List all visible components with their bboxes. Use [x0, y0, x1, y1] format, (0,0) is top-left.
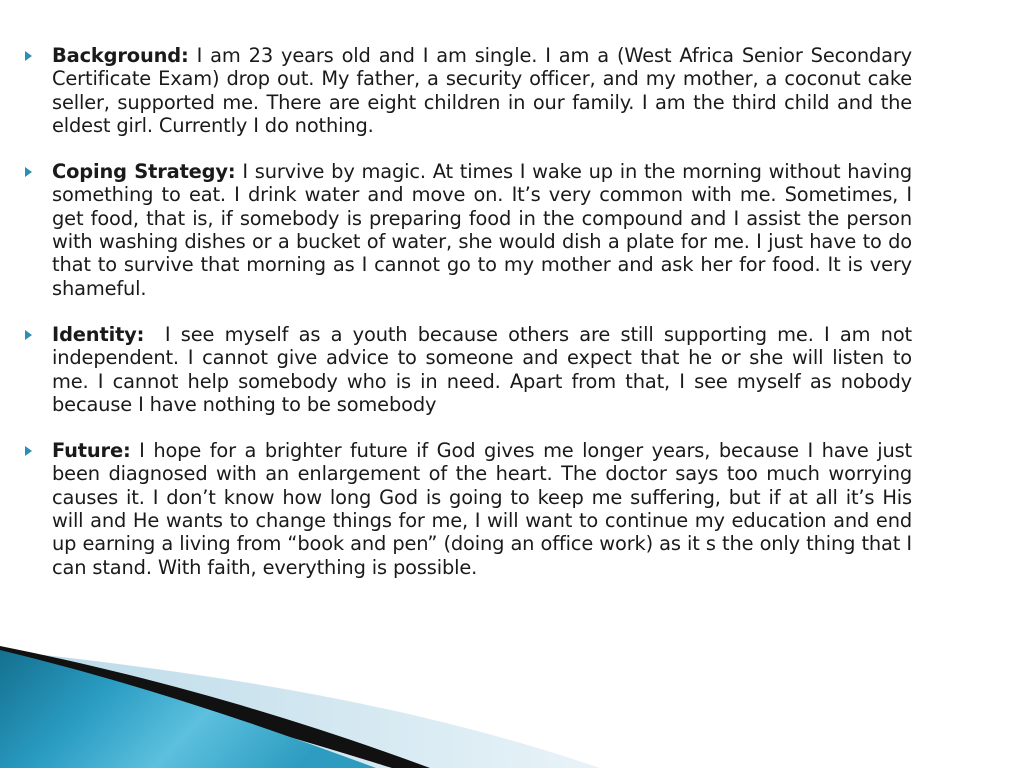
bullet-paragraph: [52, 44, 912, 137]
bullet-background: [22, 44, 912, 137]
bullet-arrow-icon: [25, 330, 32, 340]
bullet-paragraph: [52, 323, 912, 416]
light-swoosh: [0, 650, 600, 768]
dark-swoosh: [0, 646, 430, 768]
bullet-arrow-icon: [25, 446, 32, 456]
bullet-paragraph: [52, 439, 912, 579]
bullet-body: I see myself as a youth because others are still supporting me. I am not independent. I cannot give advice to someone and expect that he or she will listen to me. I cannot help somebody who is in need. Apart from that, I see myself as nobody because I have nothing to be somebody: [52, 322, 912, 416]
bullet-heading: Future:: [52, 439, 131, 463]
bullet-coping-strategy: [22, 160, 912, 300]
bullet-future: [22, 439, 912, 579]
bullet-identity: [22, 323, 912, 416]
bullet-body: I survive by magic. At times I wake up in the morning without having something to eat. I drink water and move on. It’s very common with me. Sometimes, I get food, that is, if somebody is preparing food in the compound and I assist the person with washing dishes or a bucket of water, she would dish a plate for me. I just have to do that to survive that morning as I cannot go to my mother and ask her for food. It is very shameful.: [52, 160, 912, 300]
teal-swoosh: [0, 650, 376, 768]
bullet-paragraph: [52, 160, 912, 300]
bullet-arrow-icon: [25, 51, 32, 61]
bullet-list: [22, 44, 912, 602]
bullet-heading: Coping Strategy:: [52, 160, 236, 184]
bullet-heading: Background:: [52, 44, 189, 67]
bullet-heading: Identity:: [52, 322, 145, 346]
bullet-arrow-icon: [25, 167, 32, 177]
bullet-body: I hope for a brighter future if God gives me longer years, because I have just been diagnosed with an enlargement of the heart. The doctor says too much worrying causes it. I don’t know how long God is going to keep me suffering, but if at all it’s His will and He wants to change things for me, I will want to continue my education and end up earning a living from “book and pen” (doing an office work) as it s the only thing that I can stand. With faith, everything is possible.: [52, 439, 912, 579]
bullet-body: I am 23 years old and I am single. I am a (West Africa Senior Secondary Certificate Exam) drop out. My father, a security officer, and my mother, a coconut cake seller, supported me. There are eight children in our family. I am the third child and the eldest girl. Currently I do nothing.: [52, 44, 912, 137]
